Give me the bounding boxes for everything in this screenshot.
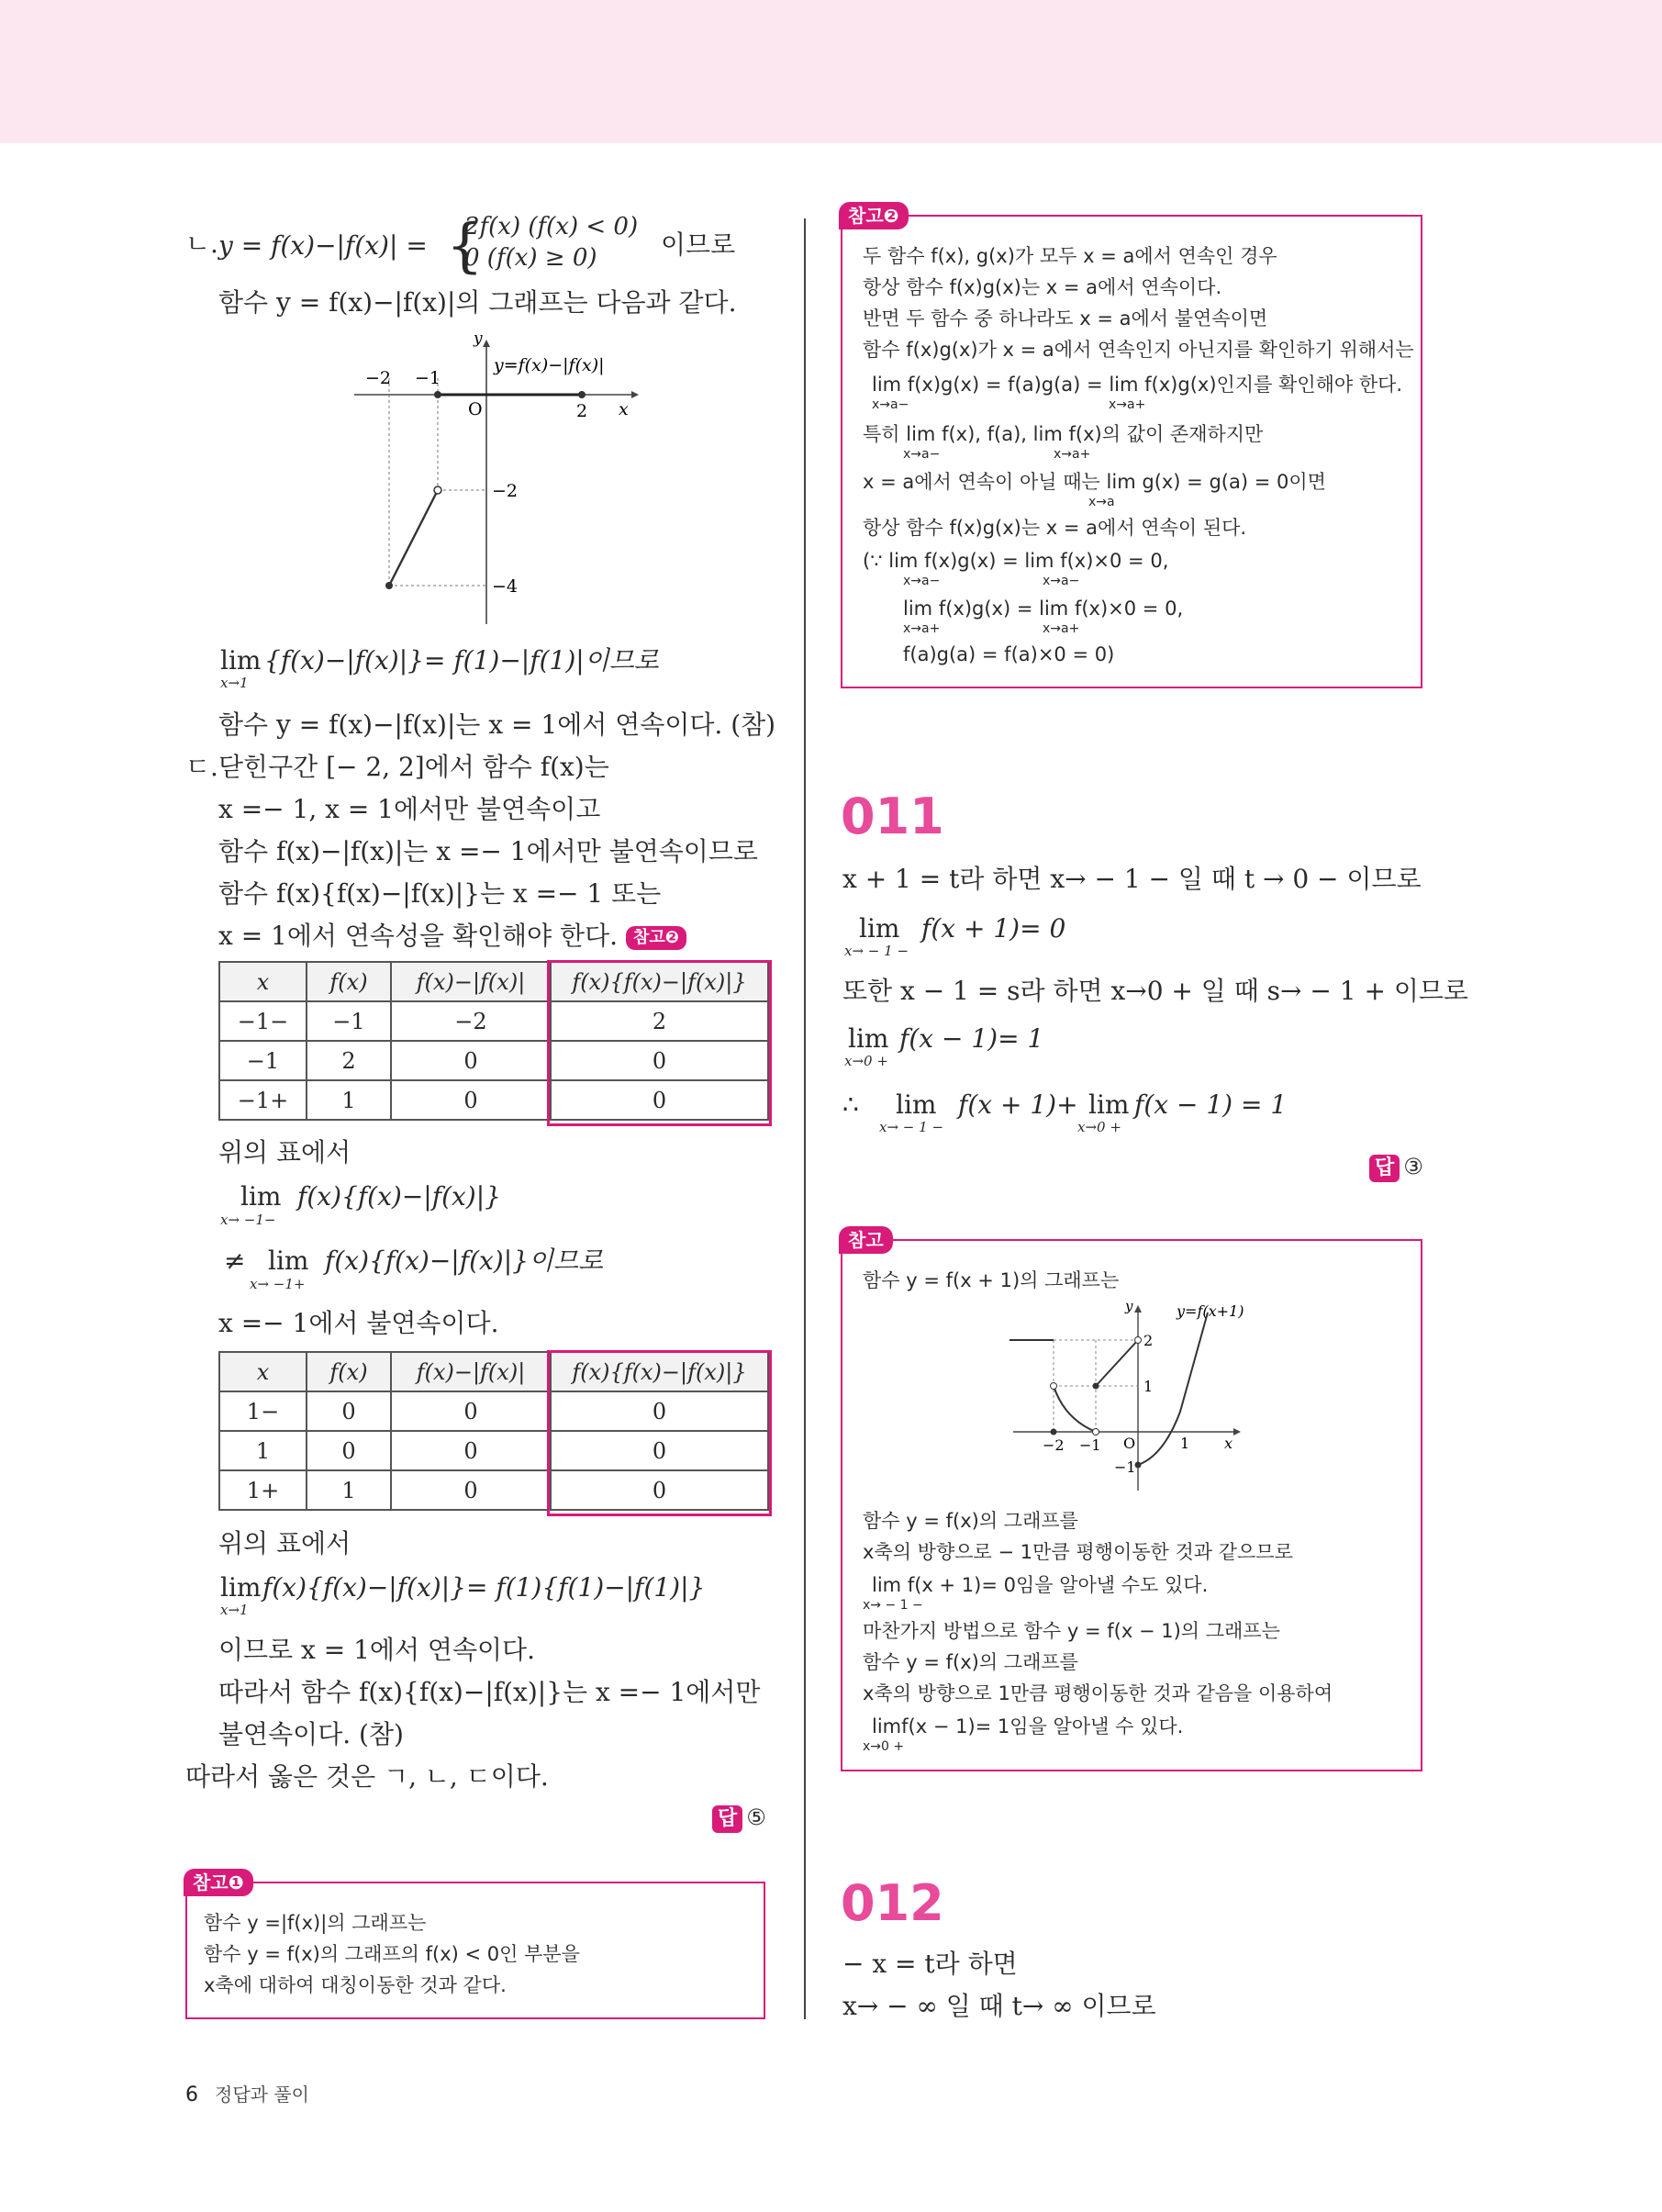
table-cell: −1: [307, 1001, 391, 1041]
lim-word: lim: [872, 1715, 902, 1737]
table-cell: 0: [391, 1080, 551, 1120]
neq-symbol: ≠: [224, 1246, 246, 1276]
lim-word: lim: [906, 423, 936, 445]
table-cell: −2: [391, 1001, 551, 1041]
table-cell: 0: [391, 1041, 551, 1080]
ref2-line3: 반면 두 함수 중 하나라도 x = a에서 불연속이면: [863, 307, 1268, 330]
from-table-1: 위의 표에서: [218, 1137, 351, 1167]
p012-line1: − x = t라 하면: [842, 1949, 1018, 1979]
item-c-line5-text: x = 1에서 연속성을 확인해야 한다.: [218, 921, 619, 951]
piece-case-2: 0 (f(x) ≥ 0): [464, 244, 597, 272]
table-cell: 0: [391, 1391, 551, 1431]
p011-line4-sub: x→0 +: [844, 1053, 888, 1069]
tick-neg2: −2: [365, 368, 392, 388]
y-tick-1: 1: [1143, 1378, 1154, 1395]
ref1-line3: x축에 대하여 대칭이동한 것과 같다.: [204, 1974, 507, 1996]
ref3-intro: 함수 y = f(x + 1)의 그래프는: [863, 1269, 1120, 1291]
piecewise-brace: {: [446, 212, 484, 280]
ref2-line9-a: (∵: [863, 550, 883, 572]
table-cell: 0: [551, 1080, 768, 1120]
lim2-word: lim: [240, 1181, 282, 1212]
lim-word: lim: [872, 374, 902, 396]
ref3-line3-sub: x→ − 1 −: [863, 1598, 923, 1613]
origin-label: O: [468, 399, 483, 419]
ref2-line10-c: f(x)×0 = 0,: [1074, 598, 1184, 620]
table-cell: 0: [391, 1470, 551, 1510]
ref3-line7: [872, 1711, 1183, 1742]
table-header: f(x): [307, 1352, 391, 1391]
ref3-line2: x축의 방향으로 − 1만큼 평행이동한 것과 같으므로: [863, 1541, 1293, 1563]
ref2-line7-sub-a: x→a: [1088, 495, 1115, 509]
table-cell: 1+: [219, 1470, 307, 1510]
piece-suffix: 이므로: [661, 229, 736, 260]
p011-line2: f(x + 1)= 0: [921, 913, 1066, 944]
answer-010: [712, 1804, 766, 1833]
ref2-line11: f(a)g(a) = f(a)×0 = 0): [903, 643, 1115, 665]
lim-word: lim: [1088, 1089, 1130, 1120]
table-header: f(x)−|f(x)|: [391, 1352, 551, 1391]
lim-word: lim: [903, 598, 933, 620]
lim-word: lim: [848, 1023, 889, 1054]
y-tick-neg4: −4: [492, 576, 519, 597]
item-b-definition: y = f(x)−|f(x)| =: [218, 230, 428, 261]
lim3-subscript: x→ −1+: [250, 1276, 306, 1292]
lim-word: lim: [896, 1089, 937, 1120]
table-limits-1: [218, 1351, 769, 1511]
problem-number-011: 011: [841, 788, 944, 845]
ref2-line6-a: 특히: [863, 423, 900, 445]
axis-y-label: y: [1125, 1298, 1133, 1314]
lim-word: lim: [1039, 598, 1069, 620]
ref2-line7-a: x = a에서 연속이 아닐 때는: [863, 471, 1100, 493]
lim-word: lim: [859, 913, 900, 944]
ref2-line5-sub-am: x→a−: [872, 397, 909, 412]
table-cell: 1: [307, 1080, 391, 1120]
table-cell: 0: [307, 1431, 391, 1470]
ref3-tag: 참고: [839, 1226, 893, 1254]
thus-line-1: 따라서 함수 f(x){f(x)−|f(x)|}는 x =− 1에서만: [218, 1677, 761, 1707]
piece-case-1: 2f(x) (f(x) < 0): [464, 213, 639, 240]
closed-point-neg2: [385, 582, 393, 589]
table-cell: 1: [307, 1470, 391, 1510]
table-limits-neg1: [218, 961, 769, 1121]
table-cell: −1: [219, 1041, 307, 1080]
from-table-2: 위의 표에서: [218, 1528, 351, 1558]
answer-011: [1369, 1153, 1423, 1182]
table-cell: 2: [551, 1001, 768, 1041]
ref2-inline-tag: 참고❷: [626, 926, 686, 950]
p011-line5-b: f(x − 1) = 1: [1134, 1089, 1288, 1120]
lim-word: lim: [1109, 374, 1139, 396]
ref2-line5-a: f(x)g(x) = f(a)g(a) =: [907, 374, 1103, 396]
page-number: 6: [185, 2084, 198, 2106]
origin-label: O: [1123, 1435, 1136, 1452]
table-cell: −1−: [219, 1001, 307, 1041]
lim2-expression: f(x){f(x)−|f(x)|}: [297, 1181, 501, 1212]
ref3-line1: 함수 y = f(x)의 그래프를: [863, 1510, 1078, 1532]
ref2-line6-sub-am: x→a−: [903, 447, 941, 462]
table-header-row: [219, 1352, 768, 1391]
closed-point: [1093, 1383, 1099, 1390]
discontinuity-text: x =− 1에서 불연속이다.: [218, 1308, 499, 1338]
ref2-line9-sub-am2: x→a−: [1043, 574, 1080, 588]
table-header: x: [219, 1352, 307, 1391]
table-header: x: [219, 962, 307, 1001]
column-divider: [804, 218, 806, 2019]
y-tick-neg1: −1: [1114, 1458, 1136, 1476]
p011-line5-b-sub: x→0 +: [1077, 1119, 1121, 1135]
ref2-line1: 두 함수 f(x), g(x)가 모두 x = a에서 연속인 경우: [863, 245, 1277, 267]
table-header: f(x)−|f(x)|: [391, 962, 551, 1001]
open-point: [1051, 1383, 1057, 1390]
lim3-expression: f(x){f(x)−|f(x)|}이므로: [325, 1246, 604, 1276]
problem-number-012: 012: [841, 1874, 944, 1932]
table-row: [219, 1391, 768, 1431]
table-header: f(x){f(x)−|f(x)|}: [551, 962, 768, 1001]
p011-line5-a-sub: x→ − 1 −: [879, 1119, 944, 1135]
item-c-line1: 닫힌구간 [− 2, 2]에서 함수 f(x)는: [218, 752, 609, 782]
item-c-line5: [218, 920, 686, 953]
lim-word: lim: [1024, 550, 1054, 572]
ref2-tag: 참고❷: [839, 202, 909, 229]
lim-word: lim: [220, 645, 262, 676]
ref2-line10-b: f(x)g(x) =: [938, 598, 1033, 620]
tick-neg1: −1: [415, 368, 441, 388]
table-row: [219, 1080, 768, 1120]
tick-1: 1: [1180, 1435, 1190, 1452]
table-cell: 0: [551, 1470, 768, 1510]
x-axis-arrow: [631, 391, 639, 398]
curve-neg2-neg1: [1054, 1386, 1096, 1432]
ref1-line2: 함수 y = f(x)의 그래프의 f(x) < 0인 부분을: [204, 1943, 580, 1965]
page-footer: [185, 2080, 309, 2106]
table-cell: 0: [551, 1041, 768, 1080]
y-axis-arrow: [1134, 1305, 1142, 1313]
table-header: f(x): [307, 962, 391, 1001]
answer-value: ⑤: [746, 1804, 766, 1830]
p011-line2-sub: x→ − 1 −: [844, 943, 909, 959]
y-tick-2: 2: [1143, 1332, 1154, 1349]
tick-neg1: −1: [1079, 1436, 1101, 1454]
open-point: [1093, 1429, 1099, 1436]
table-header-row: [219, 962, 768, 1001]
table-row: [219, 1041, 768, 1080]
lim3-word: lim: [268, 1246, 309, 1276]
table-row: [219, 1431, 768, 1470]
lim4-expression: f(x){f(x)−|f(x)|}= f(1){f(1)−|f(1)|}: [262, 1572, 706, 1603]
tick-2: 2: [576, 401, 588, 421]
lim4-subscript: x→1: [220, 1602, 249, 1618]
closed-point-2: [578, 391, 586, 398]
ref3-line6: x축의 방향으로 1만큼 평행이동한 것과 같음을 이용하여: [863, 1682, 1333, 1704]
p012-line2: x→ − ∞ 일 때 t→ ∞ 이므로: [842, 1991, 1156, 2021]
ref2-line4: 함수 f(x)g(x)가 x = a에서 연속인지 아닌지를 확인하기 위해서는: [863, 339, 1414, 361]
table-cell: 0: [307, 1391, 391, 1431]
lim-word: lim: [888, 550, 919, 572]
graph-segment: [389, 490, 438, 586]
p011-line1: x + 1 = t라 하면 x→ − 1 − 일 때 t → 0 − 이므로: [842, 864, 1422, 894]
ref2-line9-c: f(x)×0 = 0,: [1060, 550, 1169, 572]
ref2-line6-sub-ap: x→a+: [1054, 447, 1091, 462]
answer-label: 답: [1369, 1155, 1400, 1182]
item-c-line3: 함수 f(x)−|f(x)|는 x =− 1에서만 불연속이므로: [218, 836, 758, 866]
axis-x-label: x: [1224, 1435, 1233, 1452]
graph-f-x-plus-1: [1000, 1294, 1266, 1496]
y-axis-arrow: [483, 340, 490, 347]
table-cell: 2: [307, 1041, 391, 1080]
ref2-line10-sub-ap2: x→a+: [1043, 621, 1080, 636]
item-c-line2: x =− 1, x = 1에서만 불연속이고: [218, 794, 601, 824]
item-b-label: ㄴ.: [185, 229, 218, 259]
y-tick-neg2: −2: [492, 481, 519, 501]
segment-neg1-0: [1096, 1340, 1138, 1386]
curve-label: y=f(x+1): [1177, 1302, 1244, 1320]
ref2-line6-c: f(x)의 값이 존재하지만: [1068, 423, 1264, 445]
answer-value: ③: [1403, 1154, 1423, 1179]
answer-label: 답: [712, 1805, 742, 1833]
p011-line5-a: f(x + 1)+: [958, 1089, 1078, 1120]
tick-neg2: −2: [1043, 1436, 1065, 1454]
lim1-expression: {f(x)−|f(x)|}= f(1)−|f(1)|이므로: [264, 645, 659, 676]
item-c-label: ㄷ.: [185, 752, 218, 782]
table-header: f(x){f(x)−|f(x)|}: [551, 1352, 768, 1391]
ref3-line4: 마찬가지 방법으로 함수 y = f(x − 1)의 그래프는: [863, 1620, 1280, 1642]
table-cell: 1−: [219, 1391, 307, 1431]
table-cell: 0: [551, 1391, 768, 1431]
footer-title: 정답과 풀이: [215, 2084, 309, 2106]
therefore-symbol: ∴: [842, 1089, 859, 1120]
lim-word: lim: [1106, 471, 1136, 493]
axis-y-label: y: [474, 330, 483, 348]
table-row: [219, 1001, 768, 1041]
lim1-subscript: x→1: [220, 675, 249, 691]
continuity-1: 함수 y = f(x)−|f(x)|는 x = 1에서 연속이다. (참): [218, 709, 776, 740]
table-cell: 0: [551, 1431, 768, 1470]
table-row: [219, 1470, 768, 1510]
ref2-line9-b: f(x)g(x) =: [924, 550, 1019, 572]
axis-x-label: x: [619, 399, 629, 419]
lim2-subscript: x→ −1−: [220, 1212, 276, 1228]
conclusion: 따라서 옳은 것은 ㄱ, ㄴ, ㄷ이다.: [185, 1761, 549, 1792]
continuity-2: 이므로 x = 1에서 연속이다.: [218, 1635, 536, 1665]
ref2-line8: 항상 함수 f(x)g(x)는 x = a에서 연속이 된다.: [863, 517, 1247, 539]
top-band: [0, 0, 1662, 143]
ref2-line7-b: g(x) = g(a) = 0이면: [1142, 471, 1326, 493]
lim-word: lim: [1032, 423, 1063, 445]
open-point-neg1: [434, 486, 441, 494]
p011-line4: f(x − 1)= 1: [899, 1023, 1044, 1054]
table-cell: 1: [219, 1431, 307, 1470]
ref2-line5-sub-ap: x→a+: [1109, 397, 1146, 412]
table-cell: 0: [391, 1431, 551, 1470]
thus-line-2: 불연속이다. (참): [218, 1719, 404, 1749]
ref2-line10-sub-ap: x→a+: [903, 621, 941, 636]
graph-intro: 함수 y = f(x)−|f(x)|의 그래프는 다음과 같다.: [218, 287, 737, 318]
closed-point-neg1: [434, 391, 441, 398]
p011-line3: 또한 x − 1 = s라 하면 x→0 + 일 때 s→ − 1 + 이므로: [842, 976, 1468, 1006]
ref2-line2: 항상 함수 f(x)g(x)는 x = a에서 연속이다.: [863, 276, 1222, 298]
ref2-line5-b: f(x)g(x)인지를 확인해야 한다.: [1144, 374, 1403, 396]
ref2-line6-b: f(x), f(a),: [942, 423, 1027, 445]
ref2-line9-sub-am: x→a−: [903, 574, 941, 588]
ref3-line5: 함수 y = f(x)의 그래프를: [863, 1651, 1078, 1673]
open-point: [1135, 1337, 1142, 1344]
graph-f-minus-abs-f: [340, 323, 652, 626]
ref3-line7-text: f(x − 1)= 1임을 알아낼 수 있다.: [901, 1715, 1184, 1737]
ref3-line3-text: f(x + 1)= 0임을 알아낼 수도 있다.: [907, 1574, 1209, 1596]
lim-word: lim: [872, 1574, 902, 1596]
ref1-tag: 참고❶: [184, 1869, 253, 1896]
item-c-line4: 함수 f(x){f(x)−|f(x)|}는 x =− 1 또는: [218, 878, 662, 909]
ref1-line1: 함수 y =|f(x)|의 그래프는: [204, 1912, 427, 1934]
ref3-line7-sub: x→0 +: [863, 1739, 905, 1754]
table-cell: −1+: [219, 1080, 307, 1120]
lim4-word: lim: [220, 1572, 262, 1603]
closed-point: [1051, 1429, 1057, 1436]
curve-label: y=f(x)−|f(x)|: [494, 355, 605, 375]
x-axis-arrow: [1233, 1428, 1241, 1436]
